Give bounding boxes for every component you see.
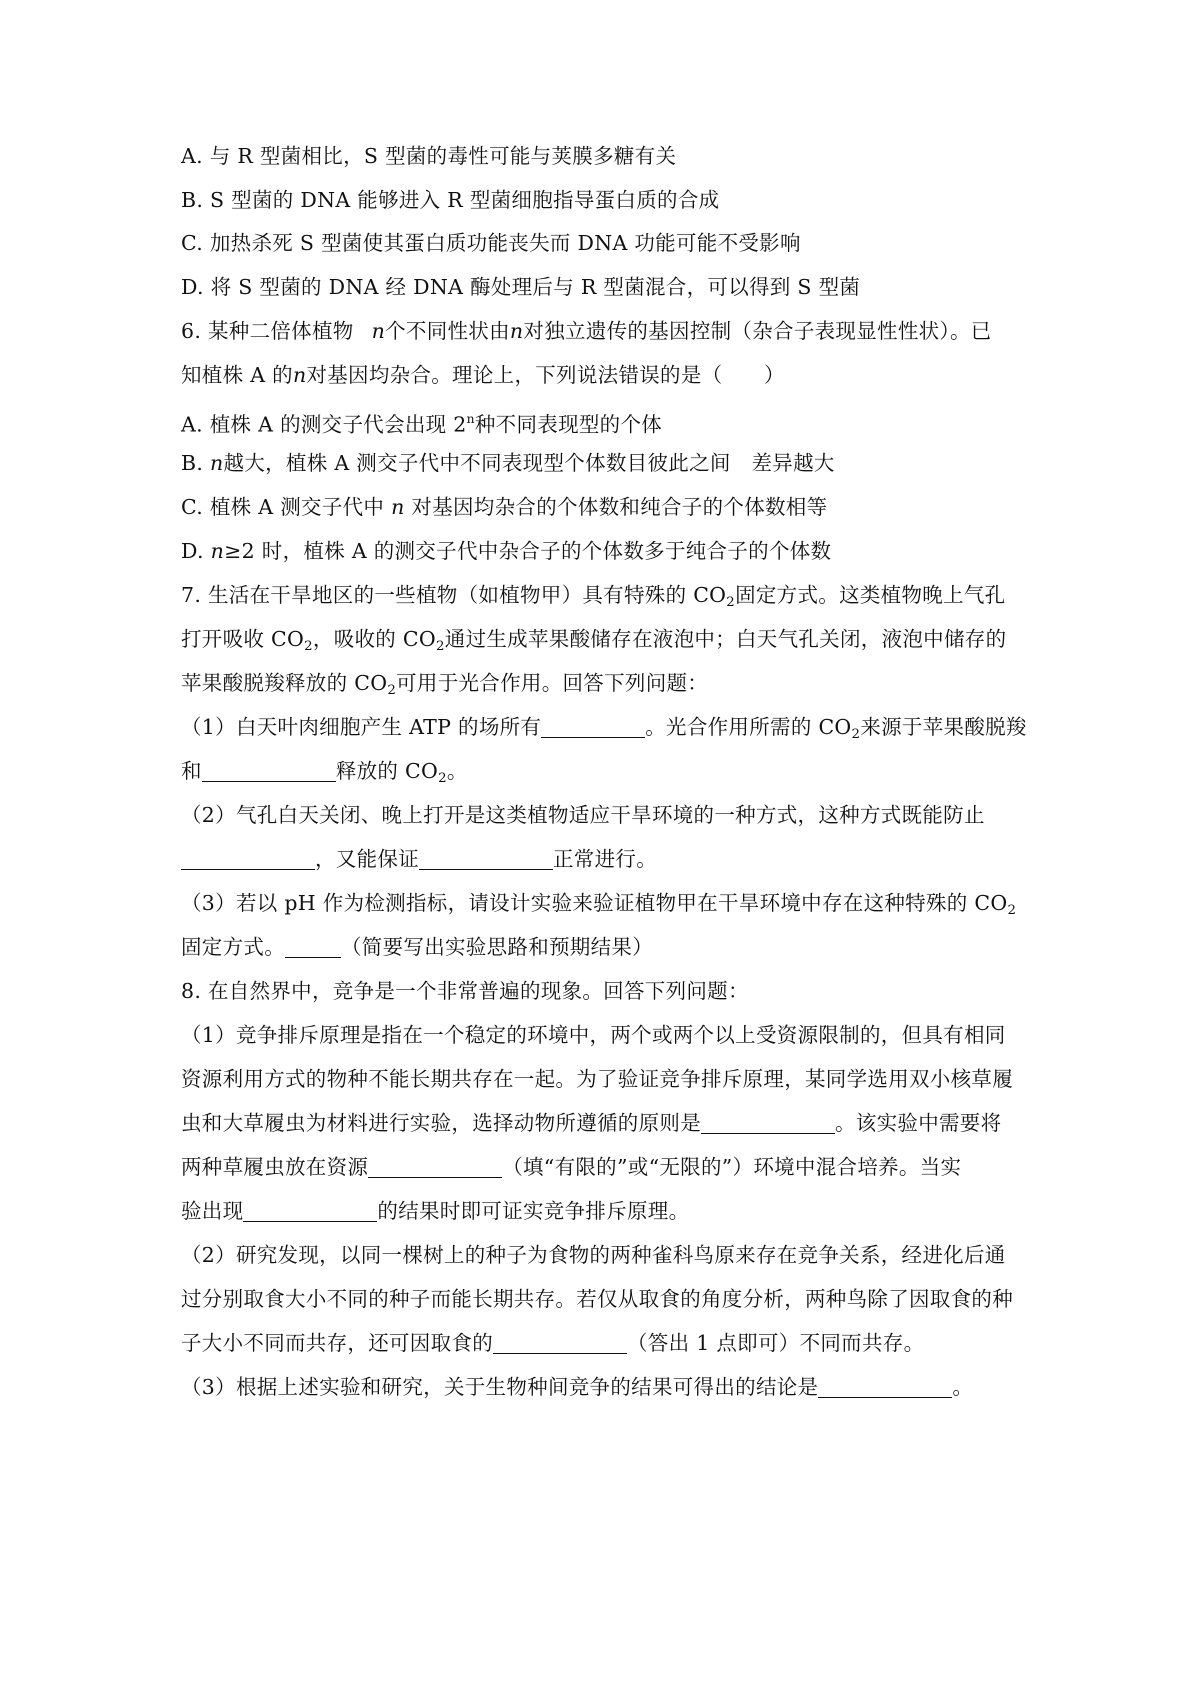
- q7-part1-line1: [181, 713, 1031, 749]
- q7-part2-text: 正常进行。: [553, 847, 657, 871]
- q6-option-c: [181, 493, 1031, 521]
- q6-stem-text: 个不同性状由: [385, 319, 510, 343]
- q8-part2-text: 子大小不同而共存，还可因取食的: [181, 1331, 493, 1355]
- answer-blank[interactable]: [419, 847, 553, 870]
- q6-stem-text: 6. 某种二倍体植物: [181, 319, 354, 343]
- q6-option-text: ≥2 时，植株 A 的测交子代中杂合子的个体数多于纯合子的个体数: [224, 539, 832, 563]
- q8-part1-line2: 资源利用方式的物种不能长期共存在一起。为了验证竞争排斥原理，某同学选用双小核草履: [181, 1067, 1013, 1091]
- var-n: n: [292, 363, 307, 387]
- q7-part1-text: （1）白天叶肉细胞产生 ATP 的场所有: [181, 715, 542, 739]
- subscript-2: 2: [851, 726, 861, 742]
- q6-stem-line1: [181, 317, 1031, 345]
- q8-part1-text: （填“有限的”或“无限的”）环境中混合培养。当实: [502, 1155, 962, 1179]
- q8-part1-text: 两种草履虫放在资源: [181, 1155, 369, 1179]
- q7-part1-line2: [181, 757, 1031, 793]
- q8-part3-text: 。: [952, 1375, 974, 1399]
- q5-option-c: C. 加热杀死 S 型菌使其蛋白质功能丧失而 DNA 功能可能不受影响: [181, 231, 801, 255]
- q5-option-b: B. S 型菌的 DNA 能够进入 R 型菌细胞指导蛋白质的合成: [181, 188, 720, 212]
- q6-option-text: 越大，植株 A 测交子代中不同表现型个体数目彼此之间 差异越大: [223, 451, 835, 475]
- q7-stem-text: 可用于光合作用。回答下列问题：: [396, 671, 709, 695]
- var-n: n: [371, 319, 386, 343]
- q6-option-text: 种不同表现型的个体: [474, 412, 663, 437]
- var-n: n: [391, 495, 405, 519]
- q7-stem-text: 固定方式。这类植物晚上气孔: [735, 583, 1006, 607]
- q6-option-b: [181, 449, 1031, 477]
- q8-part2-line2: 过分别取食大小不同的种子而能长期共存。若仅从取食的角度分析，两种鸟除了因取食的种: [181, 1287, 1013, 1311]
- q8-part2-line1: （2）研究发现，以同一棵树上的种子为食物的两种雀科鸟原来存在竞争关系，经进化后通: [181, 1243, 1006, 1267]
- q7-stem-line3: [181, 669, 1031, 705]
- superscript-n: n: [466, 412, 475, 426]
- q7-stem-text: 打开吸收 CO: [181, 627, 305, 651]
- q6-option-d: [181, 537, 1031, 565]
- q7-stem-text: ，吸收的 CO: [312, 627, 436, 651]
- q7-stem-text: 苹果酸脱羧释放的 CO: [181, 671, 388, 695]
- q7-stem-line2: [181, 625, 1031, 661]
- answer-blank[interactable]: [181, 847, 315, 870]
- q7-part2-text: ，又能保证: [315, 847, 419, 871]
- answer-blank[interactable]: [243, 1199, 377, 1222]
- q7-part1-text: 。: [446, 759, 468, 783]
- q7-part3-text: （3）若以 pH 作为检测指标，请设计实验来验证植物甲在干旱环境中存在这种特殊的 CO: [181, 891, 1008, 915]
- q6-option-text: D.: [181, 539, 204, 563]
- q7-part3-text: 固定方式。: [181, 935, 285, 959]
- q8-part1-line3: [181, 1109, 1031, 1137]
- q8-part1-line1: （1）竞争排斥原理是指在一个稳定的环境中，两个或两个以上受资源限制的，但具有相同: [181, 1023, 1006, 1047]
- q7-part1-text: 。光合作用所需的 CO: [645, 715, 852, 739]
- q6-stem-text: 对独立遗传的基因控制（杂合子表现显性性状）。已: [523, 319, 992, 343]
- q7-part2-line1: （2）气孔白天关闭、晚上打开是这类植物适应干旱环境的一种方式，这种方式既能防止: [181, 803, 985, 827]
- q8-stem: 8. 在自然界中，竞争是一个非常普遍的现象。回答下列问题：: [181, 979, 749, 1003]
- subscript-2: 2: [438, 770, 447, 786]
- q7-stem-line1: [181, 581, 1031, 617]
- q6-option-text: 对基因均杂合的个体数和纯合子的个体数相等: [411, 495, 828, 519]
- q8-part1-text: 虫和大草履虫为材料进行实验，选择动物所遵循的原则是: [181, 1111, 701, 1135]
- q8-part3-line1: [181, 1373, 1031, 1401]
- q8-part2-line3: [181, 1329, 1031, 1357]
- q7-stem-text: 通过生成苹果酸储存在液泡中；白天气孔关闭，液泡中储存的: [444, 627, 1007, 651]
- subscript-2: 2: [1007, 902, 1017, 918]
- q8-part1-text: 。该实验中需要将: [835, 1111, 1002, 1135]
- q6-option-text: A. 植株 A 的测交子代会出现 2: [181, 412, 467, 437]
- q6-option-a: [181, 405, 1031, 439]
- q8-part1-text: 验出现: [181, 1199, 244, 1223]
- subscript-2: 2: [726, 594, 736, 610]
- answer-blank[interactable]: [368, 1155, 502, 1178]
- q8-part1-line5: [181, 1197, 1031, 1225]
- q7-part3-line2: [181, 933, 1031, 961]
- q5-option-a: A. 与 R 型菌相比，S 型菌的毒性可能与荚膜多糖有关: [181, 144, 677, 168]
- answer-blank[interactable]: [285, 935, 341, 958]
- answer-blank[interactable]: [493, 1331, 627, 1354]
- subscript-2: 2: [387, 682, 397, 698]
- answer-blank[interactable]: [541, 715, 645, 738]
- q6-option-text: C. 植株 A 测交子代中: [181, 495, 385, 519]
- q7-part1-text: 释放的 CO: [335, 759, 439, 783]
- var-n: n: [509, 319, 524, 343]
- q7-part3-text: （简要写出实验思路和预期结果）: [341, 935, 653, 959]
- subscript-2: 2: [304, 638, 313, 654]
- q8-part2-text: （答出 1 点即可）不同而共存。: [627, 1331, 925, 1355]
- q8-part1-line4: [181, 1153, 1031, 1181]
- q7-part3-line1: [181, 889, 1031, 925]
- q6-option-text: B.: [181, 451, 204, 475]
- q7-part2-line2: [181, 845, 1031, 873]
- q6-stem-text: 知植株 A 的: [181, 363, 293, 387]
- q7-part1-text: 和: [181, 759, 202, 783]
- q8-part1-text: 的结果时即可证实竞争排斥原理。: [377, 1199, 690, 1223]
- subscript-2: 2: [436, 638, 445, 654]
- q6-stem-line2: [181, 361, 1031, 389]
- var-n: n: [210, 539, 225, 563]
- q5-option-d: D. 将 S 型菌的 DNA 经 DNA 酶处理后与 R 型菌混合，可以得到 S 型菌: [181, 275, 861, 299]
- q6-stem-text: 对基因均杂合。理论上，下列说法错误的是（ ）: [306, 363, 785, 387]
- q7-stem-text: 7. 生活在干旱地区的一些植物（如植物甲）具有特殊的 CO: [181, 583, 727, 607]
- answer-blank[interactable]: [701, 1111, 835, 1134]
- var-n: n: [210, 451, 224, 475]
- q8-part3-text: （3）根据上述实验和研究，关于生物种间竞争的结果可得出的结论是: [181, 1375, 819, 1399]
- answer-blank[interactable]: [818, 1375, 952, 1398]
- q7-part1-text: 来源于苹果酸脱羧: [860, 715, 1027, 739]
- answer-blank[interactable]: [202, 759, 336, 782]
